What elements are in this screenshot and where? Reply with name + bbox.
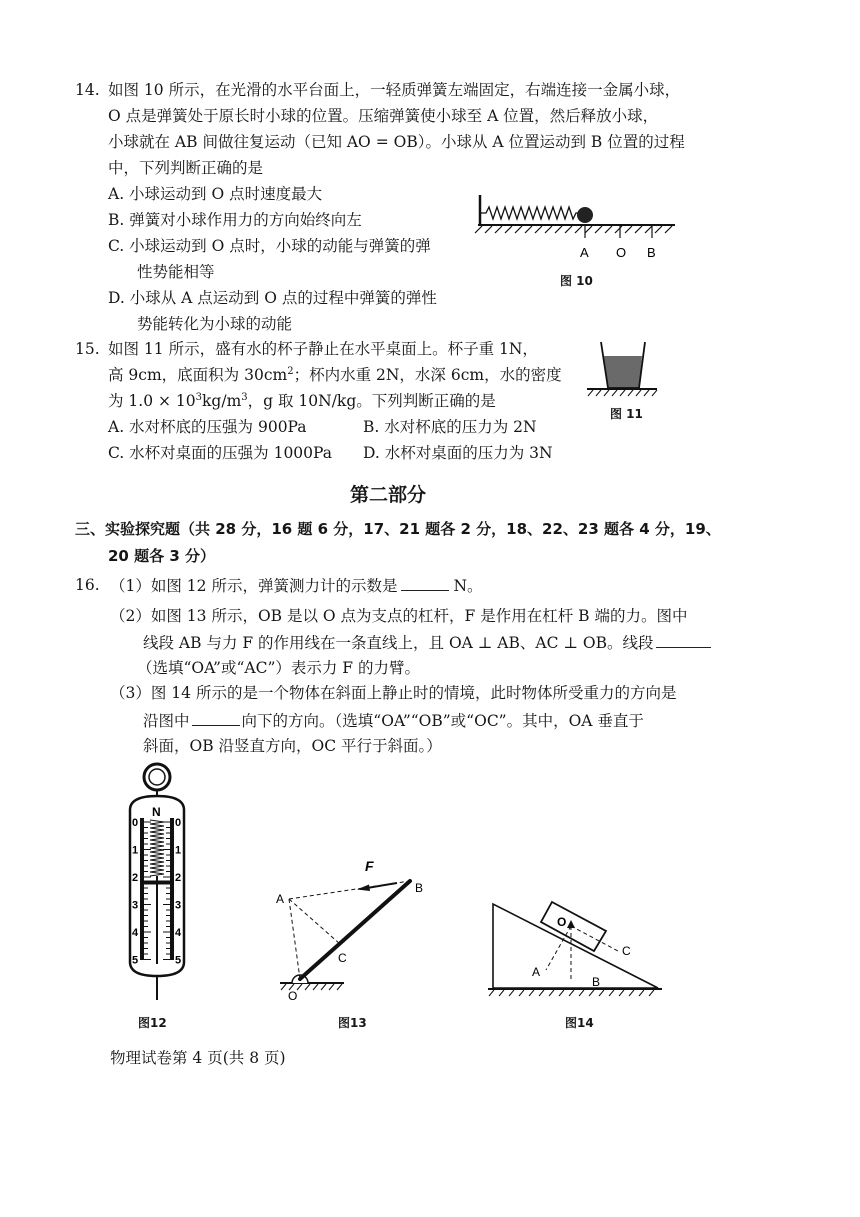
figure-12-caption: 图12 <box>138 1016 167 1030</box>
lever-ob <box>300 881 410 979</box>
tick-label-left: 3 <box>132 899 139 912</box>
figure-10 <box>470 195 685 270</box>
q16-part-2-line-3: （选填“OA”或“AC”）表示力 F 的力臂。 <box>137 659 420 677</box>
q15-option-b: B. 水对杯底的压力为 2N <box>363 418 537 436</box>
q15-stem-line-2: 高 9cm，底面积为 $30cm^2$；杯内水重 2N，水深 6cm，水的密度 <box>108 365 562 384</box>
figure-14-caption: 图14 <box>565 1016 594 1030</box>
q16-part-3-line-1: （3）图 14 所示的是一个物体在斜面上静止时的情境，此时物体所受重力的方向是 <box>110 684 677 702</box>
tick-label-left: 0 <box>132 817 139 829</box>
tick-label-left: 2 <box>132 872 139 884</box>
q16-part-3-line-3: 斜面，OB 沿竖直方向，OC 平行于斜面。） <box>143 737 442 755</box>
tick-label-right: 0 <box>175 817 182 829</box>
q14-stem-line-3: 小球就在 AB 间做往复运动（已知 AO = OB）。小球从 A 位置运动到 B 位置的过程 <box>108 133 685 151</box>
label-b: B <box>647 245 656 260</box>
label-b: B <box>415 881 424 895</box>
answer-blank-1[interactable] <box>401 574 449 591</box>
q14-stem-line-4: 中，下列判断正确的是 <box>108 159 264 177</box>
label-a: A <box>532 965 541 979</box>
figure-12-spring-scale <box>108 762 203 1004</box>
figure-11-caption: 图 11 <box>610 407 643 421</box>
q14-option-a: A. 小球运动到 O 点时速度最大 <box>108 185 323 203</box>
q15-number: 15. <box>75 340 100 358</box>
metal-ball <box>577 207 593 223</box>
label-b: B <box>592 975 601 989</box>
q16-part-2-line-2: 线段 AB 与力 F 的作用线在一条直线上，且 OA ⊥ AB、AC ⊥ OB。线段 <box>143 631 711 654</box>
q14-option-c: C. 小球运动到 O 点时，小球的动能与弹簧的弹 <box>108 237 431 255</box>
q14-option-b: B. 弹簧对小球作用力的方向始终向左 <box>108 211 362 229</box>
q14-option-d-cont: 势能转化为小球的动能 <box>137 315 293 333</box>
q15-stem-line-3: 为 $1.0 \times 10^3kg/m^3$，g 取 10N/kg。下列判断正确的是 <box>108 391 496 410</box>
q15-option-d: D. 水杯对桌面的压力为 3N <box>363 444 553 462</box>
label-a: A <box>580 245 589 260</box>
tick-label-left: 1 <box>132 844 139 857</box>
line-ac <box>289 899 340 944</box>
tick-label-right: 2 <box>175 872 182 884</box>
q14-number: 14. <box>75 81 100 99</box>
section-three-heading-1: 三、实验探究题（共 28 分，16 题 6 分，17、21 题各 2 分，18、22、23 题各 4 分，19、 <box>75 520 721 538</box>
pointer <box>144 881 170 885</box>
q14-stem-line-2: O 点是弹簧处于原长时小球的位置。压缩弹簧使小球至 A 位置，然后释放小球， <box>108 107 659 125</box>
tick-label-left: 5 <box>132 954 139 967</box>
label-o: O <box>557 915 567 929</box>
answer-blank-2[interactable] <box>656 631 711 648</box>
q16-part-2-line-1: （2）如图 13 所示，OB 是以 O 点为支点的杠杆，F 是作用在杠杆 B 端的力。图中 <box>110 607 688 625</box>
tick-label-right: 5 <box>175 954 182 967</box>
page-footer: 物理试卷第 4 页(共 8 页) <box>110 1049 286 1067</box>
force-arrow-shaft <box>367 883 397 888</box>
arm-oa <box>289 899 300 979</box>
q14-stem-line-1: 如图 10 所示，在光滑的水平台面上，一轻质弹簧左端固定，右端连接一金属小球， <box>108 81 681 99</box>
label-o: O <box>616 245 627 260</box>
q14-option-d: D. 小球从 A 点运动到 O 点的过程中弹簧的弹性 <box>108 289 437 307</box>
tick-label-right: 4 <box>175 927 182 939</box>
tick-label-right: 3 <box>175 899 182 912</box>
label-o: O <box>288 989 298 1003</box>
figure-10-caption: 图 10 <box>560 274 593 288</box>
figure-13-lever <box>272 852 432 1002</box>
q15-stem-line-1: 如图 11 所示，盛有水的杯子静止在水平桌面上。杯子重 1N， <box>108 340 538 358</box>
answer-blank-3[interactable] <box>192 709 240 726</box>
figure-14-incline <box>486 896 666 1000</box>
q14-option-c-cont: 性势能相等 <box>137 263 215 281</box>
label-a: A <box>276 892 285 906</box>
label-c: C <box>622 944 631 958</box>
spring <box>480 207 578 219</box>
q16-number: 16. <box>75 576 100 594</box>
force-arrow-head <box>357 885 370 892</box>
tick-label-left: 4 <box>132 927 139 939</box>
label-f: F <box>365 858 374 874</box>
unit-label: N <box>152 805 161 819</box>
tick-label-right: 1 <box>175 844 182 857</box>
figure-13-caption: 图13 <box>338 1016 367 1030</box>
q16-part-3-line-2: 沿图中 向下的方向。（选填“OA”“OB”或“OC”。其中，OA 垂直于 <box>143 709 644 732</box>
q15-option-c: C. 水杯对桌面的压强为 1000Pa <box>108 444 333 462</box>
section-three-heading-2: 20 题各 3 分） <box>108 547 215 565</box>
water <box>604 356 642 388</box>
q16-part-1: （1）如图 12 所示，弹簧测力计的示数是 N。 <box>110 574 483 597</box>
label-c: C <box>338 951 347 965</box>
q15-option-a: A. 水对杯底的压强为 900Pa <box>108 418 307 436</box>
part-two-heading: 第二部分 <box>350 484 427 506</box>
figure-11 <box>585 338 660 398</box>
